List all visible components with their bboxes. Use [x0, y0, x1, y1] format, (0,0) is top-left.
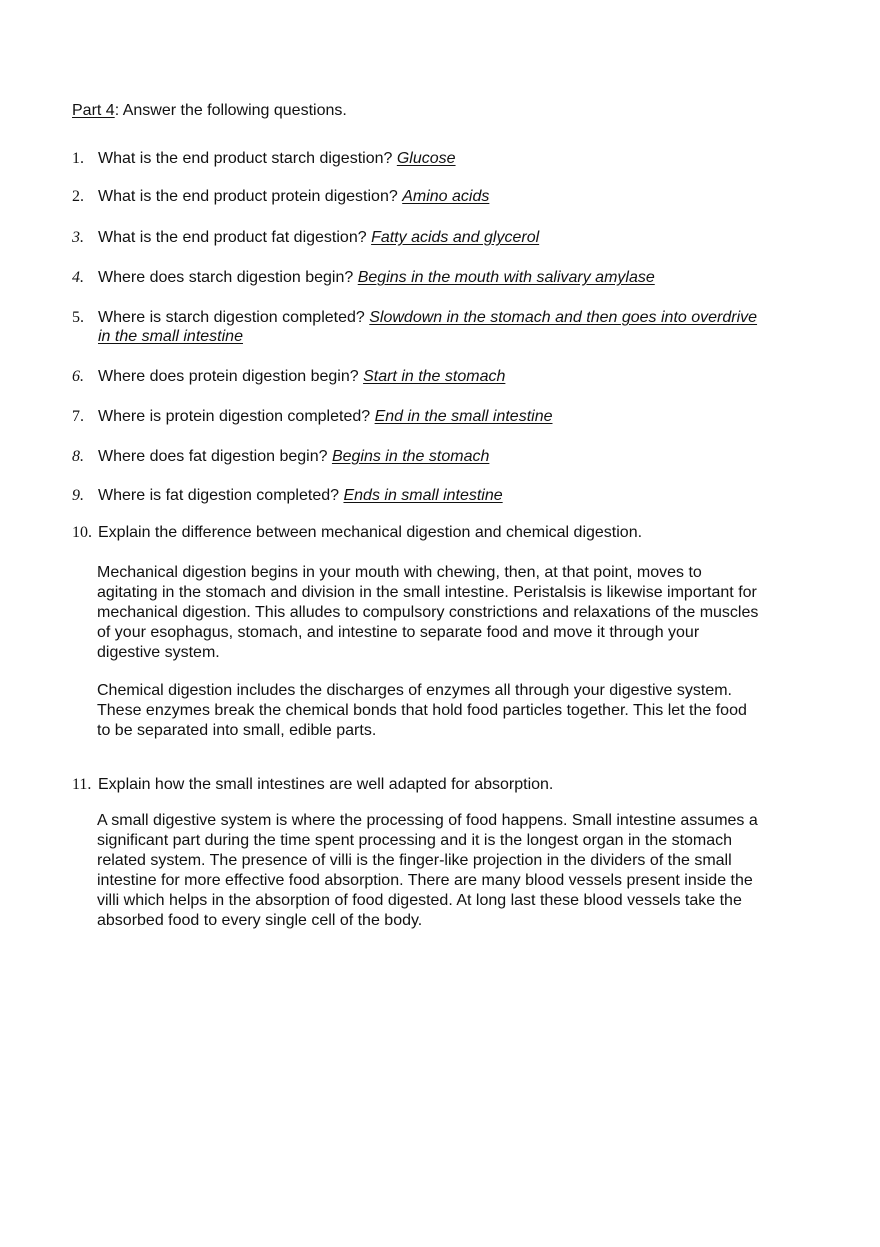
question-text: Explain the difference between mechanical digestion and chemical digestion.: [98, 524, 643, 541]
question-number: 11.: [72, 776, 92, 793]
answer-11-paragraph: [97, 811, 758, 931]
question-number: 10.: [72, 524, 92, 541]
question-text: Explain how the small intestines are well adapted for absorption.: [98, 776, 554, 793]
question-number: 2.: [72, 188, 84, 205]
part-heading: [72, 101, 347, 121]
answer-text: Amino acids: [402, 188, 490, 205]
paragraph-line: mechanical digestion. This alludes to compulsory constrictions and relaxations of the muscles: [97, 604, 759, 621]
question-text: What is the end product protein digestion?: [98, 188, 398, 205]
paragraph-line: agitating in the stomach and division in the small intestine. Peristalsis is likewise important for: [97, 584, 757, 601]
answer-text: Begins in the mouth with salivary amylase: [357, 269, 655, 286]
question-text: Where does starch digestion begin?: [98, 269, 354, 286]
paragraph-line: These enzymes break the chemical bonds that hold food particles together. This let the food: [97, 702, 747, 719]
question-number: 8.: [72, 448, 84, 465]
answer-text-continued: in the small intestine: [98, 328, 243, 345]
answer-10-paragraph-1: [97, 563, 758, 663]
question-number: 1.: [72, 150, 84, 167]
question-text: Where is fat digestion completed?: [98, 487, 340, 504]
paragraph-line: intestine for more effective food absorption. There are many blood vessels present inside the: [97, 872, 753, 889]
answer-text: End in the small intestine: [374, 408, 553, 425]
answer-text: Begins in the stomach: [331, 448, 490, 465]
answer-10-paragraph-2: [97, 681, 747, 741]
paragraph-line: to be separated into small, edible parts.: [97, 722, 377, 739]
question-number: 4.: [72, 269, 84, 286]
question-text: Where does fat digestion begin?: [98, 448, 328, 465]
question-text: Where is protein digestion completed?: [98, 408, 371, 425]
question-text: Where does protein digestion begin?: [98, 368, 359, 385]
instruction: : Answer the following questions.: [114, 102, 347, 119]
question-text: Where is starch digestion completed?: [98, 309, 365, 326]
answer-text: Start in the stomach: [363, 368, 506, 385]
paragraph-line: of your esophagus, stomach, and intestine to separate food and move it through your: [97, 624, 700, 641]
question-text: What is the end product fat digestion?: [98, 229, 367, 246]
question-number: 5.: [72, 309, 84, 326]
paragraph-line: digestive system.: [97, 644, 220, 661]
part-label: Part 4: [72, 102, 115, 119]
paragraph-line: significant part during the time spent processing and it is the longest organ in the stomach: [97, 832, 733, 849]
question-number: 6.: [72, 368, 84, 385]
question-text: What is the end product starch digestion?: [98, 150, 393, 167]
paragraph-line: Mechanical digestion begins in your mouth with chewing, then, at that point, moves to: [97, 564, 702, 581]
question-number: 9.: [72, 487, 84, 504]
paragraph-line: villi which helps in the absorption of food digested. At long last these blood vessels take the: [97, 892, 742, 909]
answer-text: Glucose: [396, 150, 456, 167]
paragraph-line: A small digestive system is where the processing of food happens. Small intestine assumes a: [97, 812, 758, 829]
question-number: 3.: [72, 229, 84, 246]
answer-text: Fatty acids and glycerol: [371, 229, 540, 246]
paragraph-line: Chemical digestion includes the discharges of enzymes all through your digestive system.: [97, 682, 732, 699]
paragraph-line: absorbed food to every single cell of the body.: [97, 912, 423, 929]
answer-text: Slowdown in the stomach and then goes into overdrive: [369, 309, 758, 326]
paragraph-line: related system. The presence of villi is the finger-like projection in the dividers of the small: [97, 852, 732, 869]
question-number: 7.: [72, 408, 84, 425]
answer-text: Ends in small intestine: [343, 487, 503, 504]
